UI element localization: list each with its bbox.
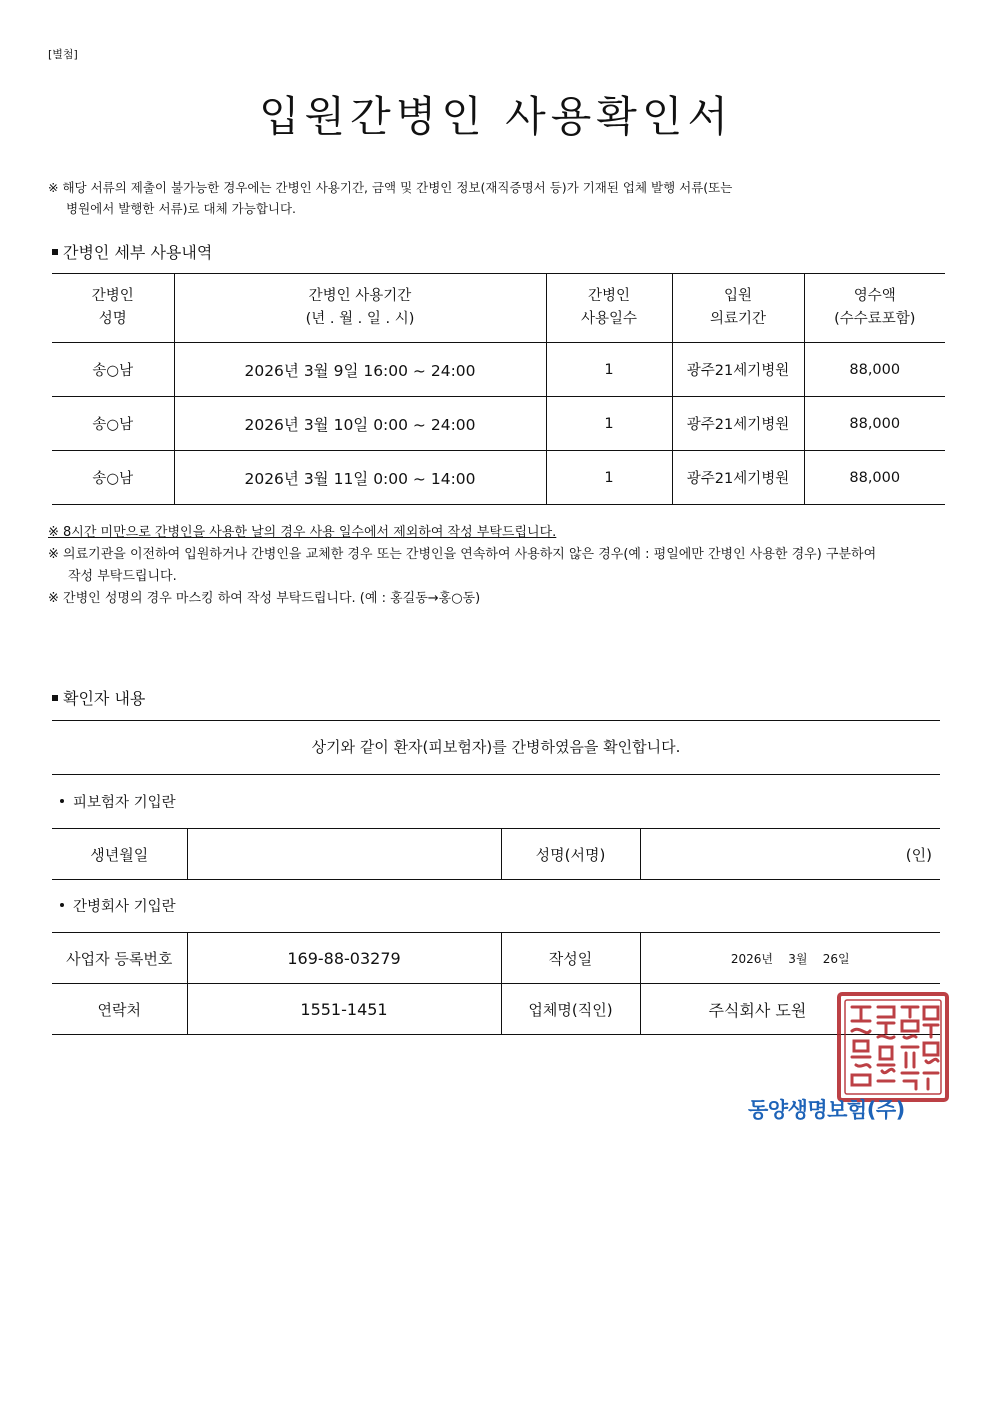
top-note-line1: ※ 해당 서류의 제출이 불가능한 경우에는 간병인 사용기간, 금액 및 간병인 정보(재직증명서 등)가 기재된 업체 발행 서류(또는 [48,180,733,195]
attachment-label: [별첨] [48,48,78,61]
date-label: 작성일 [501,933,640,984]
insured-form-title: 피보험자 기입란 [73,795,176,811]
bullet-dot-icon [60,903,64,907]
usage-section-title: 간병인 세부 사용내역 [63,243,213,262]
company-seal-stamp [836,991,950,1103]
row-hospital: 광주21세기병원 [672,397,804,451]
birth-field[interactable] [187,829,501,880]
row-amount: 88,000 [804,451,945,505]
insured-form-row [52,829,940,880]
note-8hours: ※ 8시간 미만으로 간병인을 사용한 날의 경우 사용 일수에서 제외하여 작성 부탁드립니다. [48,525,557,540]
row-name: 송○남 [52,343,174,397]
table-row [52,343,945,397]
row-days: 1 [546,397,672,451]
company-form-table [52,932,940,1035]
company-form-row [52,933,940,984]
date-value: 2026년 3월 26일 [640,933,940,984]
bullet-dot-icon [60,799,64,803]
row-name: 송○남 [52,397,174,451]
row-period: 2026년 3월 9일 16:00 ~ 24:00 [174,343,546,397]
company-form-row [52,984,940,1035]
usage-table-header-row [52,274,945,343]
header-amount: 영수액 (수수료포함) [804,274,945,343]
row-period: 2026년 3월 10일 0:00 ~ 24:00 [174,397,546,451]
note-hospital-transfer-cont: 작성 부탁드립니다. [68,569,177,584]
contact-label: 연락처 [52,984,187,1035]
seal-mark-text: (인) [905,845,932,864]
top-note-line2: 병원에서 발행한 서류)로 대체 가능합니다. [66,201,297,216]
usage-notes [48,522,948,610]
insured-form-table [52,828,940,880]
name-signature-field[interactable] [640,829,940,880]
seal-stamp-icon [836,991,950,1103]
row-amount: 88,000 [804,343,945,397]
header-usage-period: 간병인 사용기간 (년 . 월 . 일 . 시) [174,274,546,343]
row-period: 2026년 3월 11일 0:00 ~ 14:00 [174,451,546,505]
company-form-heading [60,895,176,916]
table-row [52,451,945,505]
header-hospital: 입원 의료기간 [672,274,804,343]
note-name-masking: ※ 간병인 성명의 경우 마스킹 하여 작성 부탁드립니다. (예 : 홍길동→홍○동) [48,591,481,606]
birth-label: 생년월일 [52,829,187,880]
page-title: 입원간병인 사용확인서 [258,92,734,141]
square-bullet-icon [52,695,58,701]
top-note [48,177,732,219]
row-hospital: 광주21세기병원 [672,343,804,397]
header-usage-days: 간병인 사용일수 [546,274,672,343]
row-name: 송○남 [52,451,174,505]
bizno-value: 169-88-03279 [187,933,501,984]
note-hospital-transfer: ※ 의료기관을 이전하여 입원하거나 간병인을 교체한 경우 또는 간병인을 연속하여 사용하지 않은 경우(예 : 평일에만 간병인 사용한 경우) 구분하여 [48,547,877,562]
divider [52,720,940,721]
row-days: 1 [546,343,672,397]
bizno-label: 사업자 등록번호 [52,933,187,984]
name-signature-label: 성명(서명) [501,829,640,880]
usage-table [52,273,945,505]
confirm-section-heading [52,686,145,709]
usage-section-heading [52,240,212,263]
company-form-title: 간병회사 기입란 [73,899,176,915]
row-amount: 88,000 [804,397,945,451]
header-caregiver-name: 간병인 성명 [52,274,174,343]
table-row [52,397,945,451]
insured-form-heading [60,791,176,812]
contact-value: 1551-1451 [187,984,501,1035]
company-name-label: 업체명(직인) [501,984,640,1035]
confirm-section-title: 확인자 내용 [63,689,146,708]
row-days: 1 [546,451,672,505]
company-name-value: 주식회사 도원 [640,984,940,1035]
confirm-statement: 상기와 같이 환자(피보험자)를 간병하였음을 확인합니다. [311,738,681,756]
square-bullet-icon [52,249,58,255]
insurer-name: 동양생명보험(주) [748,1098,905,1122]
row-hospital: 광주21세기병원 [672,451,804,505]
divider [52,774,940,775]
